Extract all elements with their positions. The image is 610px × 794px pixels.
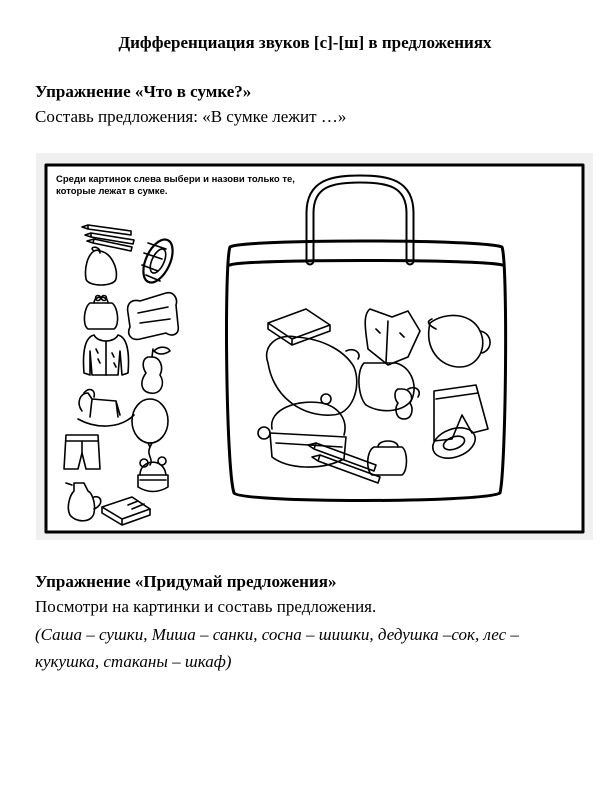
word-list-line-1: (Саша – сушки, Миша – санки, сосна – шишки, дедушка –сок, лес – bbox=[35, 625, 519, 644]
worksheet-instruction: Среди картинок слева выбери и назови только те, которые лежат в сумке. bbox=[56, 174, 295, 197]
exercise-2-heading: Упражнение «Придумай предложения» bbox=[35, 572, 337, 591]
word-list-line-2: кукушка, стаканы – шкаф) bbox=[35, 652, 232, 671]
exercise-2-instruction: Посмотри на картинки и составь предложения. bbox=[35, 597, 377, 616]
worksheet-image bbox=[36, 153, 593, 540]
exercise-2-word-list bbox=[35, 621, 580, 675]
exercise-1-instruction: Составь предложения: «В сумке лежит …» bbox=[35, 107, 347, 126]
exercise-1-heading: Упражнение «Что в сумке?» bbox=[35, 82, 252, 101]
document-title: Дифференциация звуков [с]-[ш] в предложениях bbox=[118, 33, 492, 52]
